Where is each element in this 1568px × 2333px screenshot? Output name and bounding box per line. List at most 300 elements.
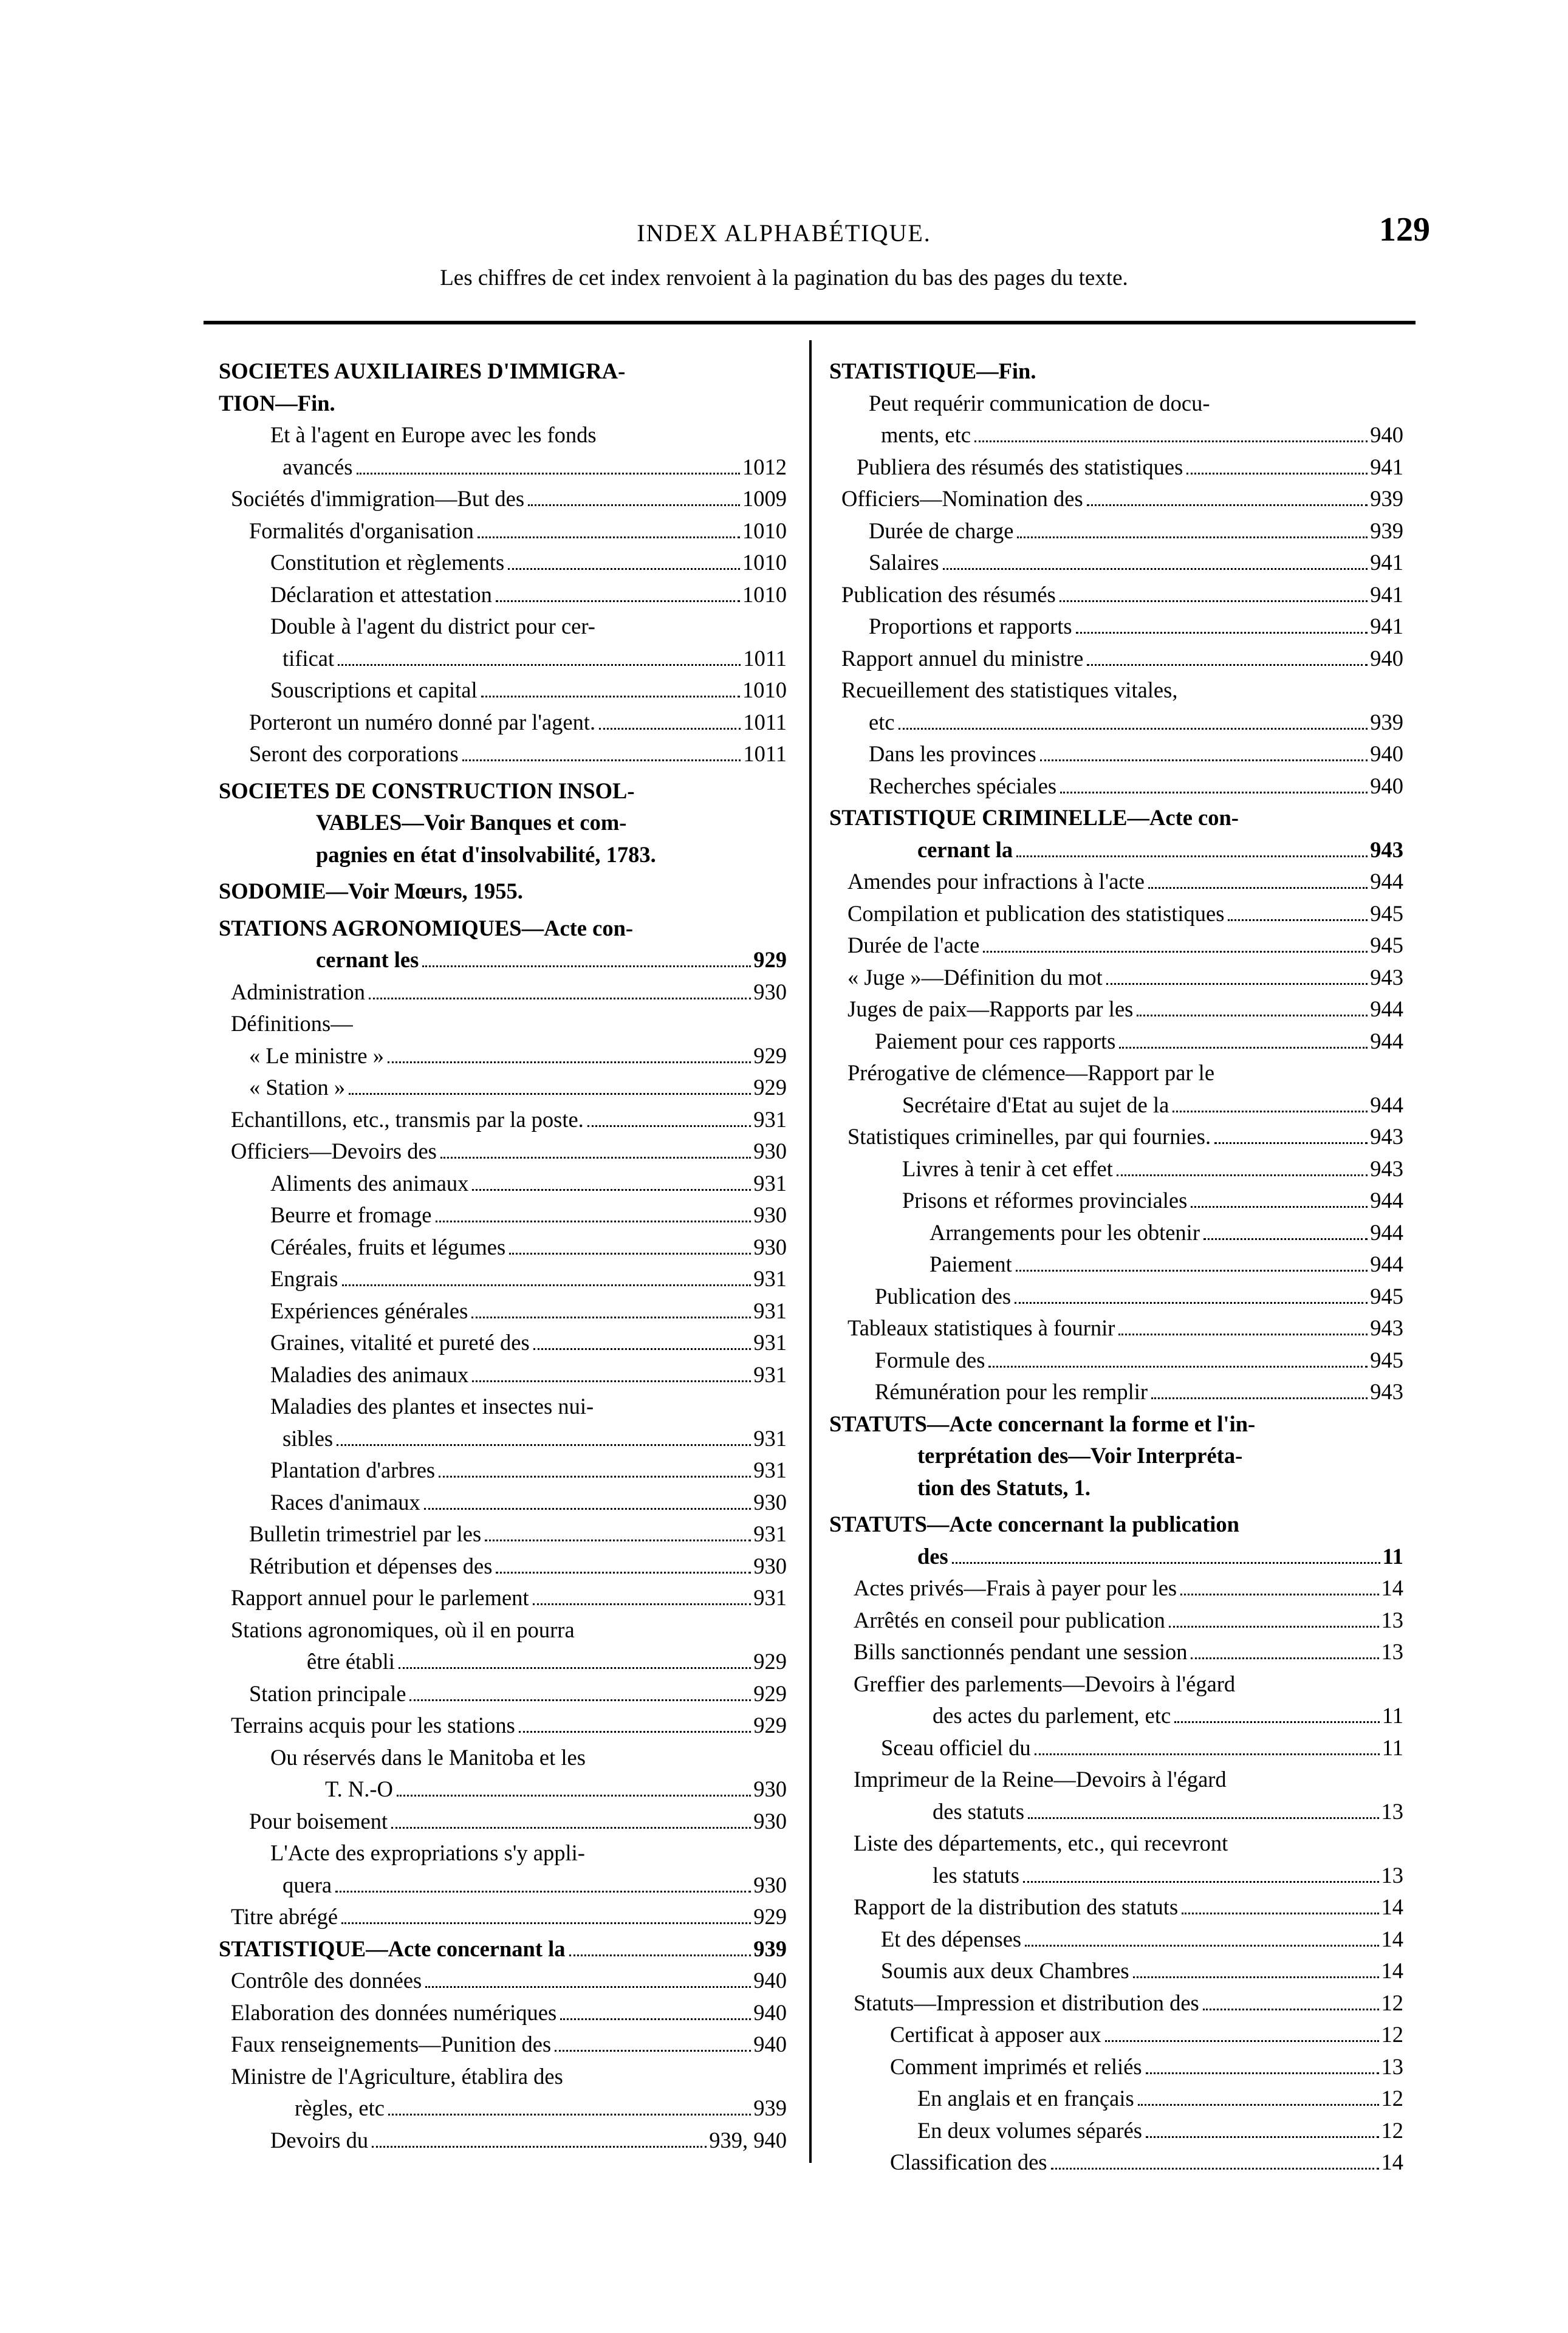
entry-text: Recherches spéciales: [869, 773, 1057, 798]
page-reference: 1010: [742, 518, 787, 543]
index-entry: [219, 1136, 787, 1168]
index-entry: [219, 483, 787, 515]
dot-leader: [338, 664, 741, 666]
index-heading-entry: [219, 1933, 787, 1965]
page-reference: 940: [1370, 645, 1403, 671]
index-entry: [219, 1232, 787, 1264]
entry-spacer: [219, 871, 787, 875]
entry-text: Et à l'agent en Europe avec les fonds: [270, 422, 597, 447]
index-entry: [829, 1057, 1403, 1121]
entry-text: Tableaux statistiques à fournir: [847, 1315, 1115, 1340]
entry-text: règles, etc: [295, 2095, 385, 2120]
entry-text: SODOMIE—Voir Mœurs, 1955.: [219, 879, 523, 903]
page-reference: 13: [1381, 1639, 1403, 1664]
column-divider: [809, 340, 812, 2163]
dot-leader: [1076, 632, 1368, 634]
dot-leader: [436, 1221, 751, 1222]
entry-text: Maladies des animaux: [270, 1362, 469, 1387]
page-reference: 931: [753, 1425, 787, 1451]
entry-text: Echantillons, etc., transmis par la poste.: [231, 1106, 584, 1132]
entry-text: Faux renseignements—Punition des: [231, 2032, 552, 2057]
entry-text: En anglais et en français: [917, 2086, 1134, 2111]
index-heading-entry: [829, 802, 1403, 866]
dot-leader: [1016, 1270, 1368, 1272]
page-reference: 944: [1370, 1092, 1403, 1117]
dot-leader: [519, 1731, 751, 1733]
index-heading-entry: [219, 775, 787, 871]
entry-spacer: [829, 1504, 1403, 1509]
page-reference: 940: [753, 2032, 787, 2057]
index-entry: [219, 1582, 787, 1614]
page-reference: 929: [753, 947, 787, 972]
index-entry: [219, 1454, 787, 1487]
index-entry: [219, 1359, 787, 1391]
dot-leader: [599, 728, 741, 730]
page-reference: 939: [753, 1936, 787, 1961]
entry-text: Statistiques criminelles, par qui fournies.: [847, 1124, 1211, 1149]
entry-text: etc: [869, 709, 895, 735]
index-entry: [219, 1487, 787, 1519]
dot-leader: [1016, 855, 1368, 857]
entry-text: Constitution et règlements: [270, 550, 505, 575]
index-entry: [219, 1199, 787, 1232]
page-reference: 944: [1370, 1252, 1403, 1276]
index-entry: [829, 1668, 1403, 1732]
entry-text: avancés: [282, 454, 353, 479]
index-entry: [829, 547, 1403, 579]
page-reference: 939: [753, 2095, 787, 2120]
index-entry: [829, 579, 1403, 611]
entry-text: Formule des: [875, 1347, 985, 1372]
index-heading-entry: [829, 355, 1403, 388]
entry-text: Souscriptions et capital: [270, 677, 478, 702]
page-reference: 14: [1381, 1575, 1403, 1600]
entry-text: tion des Statuts, 1.: [917, 1475, 1090, 1500]
dot-leader: [528, 504, 740, 506]
page-reference: 12: [1381, 2117, 1403, 2143]
entry-text: Recueillement des statistiques vitales,: [841, 677, 1178, 702]
dot-leader: [1137, 1015, 1368, 1016]
page-reference: 931: [753, 1458, 787, 1482]
index-entry: [219, 1104, 787, 1136]
dot-leader: [1087, 504, 1368, 506]
index-entry: [829, 770, 1403, 803]
page-reference: 939: [1370, 709, 1403, 735]
entry-text: Livres à tenir à cet effet: [902, 1156, 1113, 1181]
index-entry: [219, 1295, 787, 1328]
entry-text: Beurre et fromage: [270, 1202, 432, 1227]
entry-text: STATUTS—Acte concernant la publication: [829, 1512, 1239, 1536]
entry-text: L'Acte des expropriations s'y appli-: [270, 1840, 585, 1865]
index-entry: [829, 1312, 1403, 1345]
dot-leader: [1133, 1976, 1379, 1978]
entry-text: Secrétaire d'Etat au sujet de la: [902, 1092, 1169, 1117]
dot-leader: [1017, 536, 1368, 538]
index-entry: [829, 993, 1403, 1026]
dot-leader: [1060, 600, 1368, 602]
page-reference: 941: [1370, 454, 1403, 479]
page-reference: 1010: [742, 677, 787, 702]
entry-text: Administration: [231, 979, 366, 1004]
index-entry: [829, 515, 1403, 547]
index-entry: [219, 738, 787, 770]
index-entry: [829, 1026, 1403, 1058]
page-reference: 941: [1370, 550, 1403, 575]
dot-leader: [508, 568, 740, 570]
dot-leader: [1015, 1302, 1368, 1304]
index-entry: [219, 707, 787, 739]
dot-leader: [1146, 2072, 1379, 2074]
index-heading-entry: [219, 355, 787, 419]
entry-text: Porteront un numéro donné par l'agent.: [249, 709, 596, 735]
page-reference: 940: [1370, 422, 1403, 447]
page-reference: 929: [753, 1649, 787, 1674]
dot-leader: [1023, 1881, 1379, 1883]
page-reference: 11: [1381, 1703, 1403, 1728]
entry-text: Certificat à apposer aux: [890, 2022, 1101, 2047]
page-reference: 11: [1382, 1543, 1403, 1569]
page-reference: 943: [1370, 1124, 1403, 1149]
entry-text: Arrangements pour les obtenir: [930, 1219, 1200, 1245]
index-entry: [829, 2019, 1403, 2051]
dot-leader: [409, 1699, 751, 1701]
entry-text: Dans les provinces: [869, 741, 1036, 766]
index-heading-entry: [829, 1408, 1403, 1504]
entry-text: En deux volumes séparés: [917, 2117, 1142, 2143]
entry-text: Et des dépenses: [881, 1926, 1022, 1951]
entry-text: pagnies en état d'insolvabilité, 1783.: [316, 841, 656, 867]
page-reference: 939, 940: [709, 2127, 787, 2153]
dot-leader: [899, 728, 1368, 730]
entry-text: Expériences générales: [270, 1298, 468, 1323]
entry-text: Statuts—Impression et distribution des: [854, 1990, 1199, 2015]
page-reference: 931: [753, 1266, 787, 1291]
index-entry: [219, 1997, 787, 2029]
dot-leader: [1051, 2168, 1379, 2170]
page-reference: 931: [753, 1298, 787, 1323]
entry-text: terprétation des—Voir Interpréta-: [917, 1443, 1243, 1468]
dot-leader: [555, 2050, 751, 2052]
dot-leader: [1138, 2104, 1379, 2106]
entry-text: Paiement: [930, 1252, 1012, 1276]
dot-leader: [509, 1253, 751, 1255]
dot-leader: [1203, 2009, 1379, 2010]
dot-leader: [1025, 1945, 1378, 1947]
page-reference: 12: [1381, 2086, 1403, 2111]
entry-text: Sociétés d'immigration—But des: [231, 486, 525, 511]
entry-text: Juges de paix—Rapports par les: [847, 996, 1134, 1021]
entry-text: Devoirs du: [270, 2127, 369, 2153]
index-entry: [219, 1901, 787, 1933]
dot-leader: [335, 1891, 751, 1893]
page-reference: 939: [1370, 486, 1403, 511]
dot-leader: [472, 1189, 751, 1191]
index-entry: [219, 419, 787, 483]
index-entry: [829, 1605, 1403, 1637]
entry-text: Imprimeur de la Reine—Devoirs à l'égard: [854, 1767, 1227, 1792]
page-reference: 12: [1381, 1990, 1403, 2015]
header-rule: [204, 321, 1416, 324]
index-entry: [829, 1955, 1403, 1987]
page-reference: 930: [753, 1202, 787, 1227]
dot-leader: [952, 1562, 1380, 1564]
page-reference: 943: [1370, 1315, 1403, 1340]
index-entry: [829, 1636, 1403, 1668]
index-entry: [829, 1185, 1403, 1217]
index-entry: [829, 898, 1403, 930]
entry-text: Prérogative de clémence—Rapport par le: [847, 1060, 1215, 1085]
index-entry: [829, 1153, 1403, 1185]
dot-leader: [462, 759, 741, 761]
index-entry: [219, 1072, 787, 1104]
dot-leader: [569, 1954, 751, 1956]
entry-text: Pour boisement: [249, 1808, 388, 1834]
entry-text: Durée de charge: [869, 518, 1014, 543]
dot-leader: [481, 696, 740, 697]
entry-text: Durée de l'acte: [847, 933, 980, 958]
index-entry: [219, 1391, 787, 1454]
dot-leader: [1028, 1817, 1378, 1819]
entry-text: Comment imprimés et reliés: [890, 2054, 1142, 2079]
page-reference: 1011: [743, 741, 787, 766]
page-reference: 1010: [742, 550, 787, 575]
dot-leader: [560, 2018, 751, 2020]
entry-text: tificat: [282, 645, 335, 671]
index-entry: [219, 976, 787, 1009]
dot-leader: [983, 951, 1368, 953]
entry-text: Ou réservés dans le Manitoba et les: [270, 1744, 586, 1770]
dot-leader: [1146, 2136, 1379, 2138]
dot-leader: [388, 1061, 751, 1063]
dot-leader: [440, 1157, 751, 1159]
entry-text: quera: [282, 1872, 332, 1897]
entry-text: cernant la: [917, 837, 1013, 862]
entry-text: Officiers—Devoirs des: [231, 1139, 437, 1163]
dot-leader: [587, 1125, 751, 1127]
entry-text: Contrôle des données: [231, 1968, 422, 1993]
entry-text: Soumis aux deux Chambres: [881, 1958, 1129, 1983]
dot-leader: [1173, 1111, 1368, 1112]
page-reference: 929: [753, 1043, 787, 1068]
page-reference: 929: [753, 1075, 787, 1100]
entry-text: des: [917, 1543, 948, 1569]
page-reference: 944: [1370, 1219, 1403, 1245]
index-entry: [219, 1678, 787, 1710]
index-entry: [219, 1837, 787, 1901]
dot-leader: [1180, 1594, 1378, 1595]
entry-text: Salaires: [869, 550, 939, 575]
dot-leader: [1214, 1142, 1368, 1144]
index-entry: [829, 674, 1403, 738]
entry-text: Publication des: [875, 1283, 1012, 1309]
page-reference: 944: [1370, 996, 1403, 1021]
index-entry: [219, 515, 787, 547]
entry-text: Céréales, fruits et légumes: [270, 1234, 506, 1259]
index-entry: [829, 962, 1403, 994]
entry-text: cernant les: [316, 947, 419, 972]
page-reference: 1010: [742, 581, 787, 607]
page-reference: 930: [753, 1234, 787, 1259]
dot-leader: [369, 998, 751, 999]
page-reference: 13: [1381, 2054, 1403, 2079]
index-entry: [829, 1764, 1403, 1828]
page-reference: 945: [1370, 933, 1403, 958]
dot-leader: [1169, 1626, 1379, 1628]
entry-text: STATISTIQUE—Acte concernant la: [219, 1936, 566, 1961]
page-reference: 14: [1381, 1894, 1403, 1919]
index-entry: [219, 611, 787, 674]
entry-text: TION—Fin.: [219, 390, 335, 416]
entry-text: Compilation et publication des statistiques: [847, 900, 1225, 926]
index-entry: [829, 1987, 1403, 2020]
dot-leader: [1060, 792, 1368, 793]
entry-text: Rapport de la distribution des statuts: [854, 1894, 1179, 1919]
index-heading-entry: [219, 875, 787, 908]
index-heading-entry: [219, 913, 787, 976]
page-reference: 929: [753, 1904, 787, 1929]
entry-text: Arrêtés en conseil pour publication: [854, 1607, 1165, 1632]
index-entry: [829, 388, 1403, 451]
page-reference: 13: [1381, 1862, 1403, 1888]
dot-leader: [1087, 664, 1368, 666]
page-reference: 943: [1370, 964, 1403, 990]
page-reference: 1011: [743, 645, 787, 671]
index-entry: [829, 1572, 1403, 1605]
index-entry: [219, 1008, 787, 1040]
page-reference: 931: [753, 1585, 787, 1610]
entry-text: Stations agronomiques, où il en pourra: [231, 1617, 575, 1642]
index-entry: [219, 1168, 787, 1200]
dot-leader: [1040, 759, 1368, 761]
dot-leader: [974, 440, 1368, 442]
entry-text: « Juge »—Définition du mot: [847, 964, 1103, 990]
dot-leader: [357, 473, 740, 474]
index-entry: [219, 1550, 787, 1583]
page-reference: 930: [753, 1139, 787, 1163]
entry-text: Publiera des résumés des statistiques: [857, 454, 1183, 479]
index-entry: [829, 2051, 1403, 2083]
dot-leader: [397, 1795, 751, 1797]
entry-text: Races d'animaux: [270, 1489, 420, 1515]
page-reference: 940: [1370, 773, 1403, 798]
dot-leader: [1118, 1334, 1368, 1335]
entry-text: Titre abrégé: [231, 1904, 338, 1929]
page-reference: 943: [1370, 837, 1403, 862]
page-reference: 931: [753, 1106, 787, 1132]
entry-text: des actes du parlement, etc: [933, 1703, 1171, 1728]
index-entry: [829, 1345, 1403, 1377]
page-reference: 944: [1370, 1028, 1403, 1053]
index-entry: [219, 1518, 787, 1550]
entry-text: Prisons et réformes provinciales: [902, 1188, 1188, 1213]
page-reference: 929: [753, 1680, 787, 1706]
page-reference: 1012: [742, 454, 787, 479]
index-entry: [219, 1263, 787, 1295]
dot-leader: [391, 1827, 751, 1829]
page-reference: 943: [1370, 1156, 1403, 1181]
entry-text: Engrais: [270, 1266, 338, 1291]
dot-leader: [496, 1572, 751, 1574]
entry-text: Greffier des parlements—Devoirs à l'égard: [854, 1671, 1236, 1696]
dot-leader: [1117, 1174, 1368, 1176]
index-entry: [829, 738, 1403, 770]
dot-leader: [1035, 1753, 1380, 1755]
entry-text: STATISTIQUE—Fin.: [829, 358, 1036, 383]
page-reference: 931: [753, 1521, 787, 1546]
page-reference: 14: [1381, 1926, 1403, 1951]
dot-leader: [1105, 2040, 1379, 2042]
entry-text: Actes privés—Frais à payer pour les: [854, 1575, 1177, 1600]
index-entry: [829, 1732, 1403, 1764]
page-reference: 944: [1370, 869, 1403, 894]
index-entry: [219, 1710, 787, 1742]
index-entry: [829, 483, 1403, 515]
page-reference: 931: [753, 1170, 787, 1196]
entry-text: SOCIETES DE CONSTRUCTION INSOL-: [219, 778, 635, 803]
dot-leader: [399, 1667, 751, 1669]
page-reference: 941: [1370, 581, 1403, 607]
entry-text: Proportions et rapports: [869, 614, 1072, 639]
dot-leader: [372, 2146, 707, 2148]
dot-leader: [1119, 1047, 1368, 1049]
entry-text: Bulletin trimestriel par les: [249, 1521, 482, 1546]
dot-leader: [478, 536, 740, 538]
page-reference: 1011: [743, 709, 787, 735]
index-entry: [829, 611, 1403, 643]
dot-leader: [943, 568, 1368, 570]
dot-leader: [1174, 1721, 1380, 1723]
entry-text: Peut requérir communication de docu-: [869, 390, 1210, 416]
entry-text: Ministre de l'Agriculture, établira des: [231, 2063, 563, 2089]
dot-leader: [472, 1380, 751, 1382]
page-reference: 930: [753, 1776, 787, 1801]
entry-text: Rapport annuel du ministre: [841, 645, 1084, 671]
entry-spacer: [219, 770, 787, 775]
page-number: 129: [1379, 211, 1430, 248]
page-reference: 14: [1381, 1958, 1403, 1983]
index-entry: [219, 1806, 787, 1838]
index-entry: [829, 1121, 1403, 1153]
page-reference: 940: [753, 1968, 787, 1993]
dot-leader: [1106, 983, 1368, 985]
page-reference: 930: [753, 1489, 787, 1515]
entry-text: « Le ministre »: [249, 1043, 384, 1068]
dot-leader: [533, 1603, 751, 1605]
index-entry: [829, 2083, 1403, 2115]
entry-text: STATISTIQUE CRIMINELLE—Acte con-: [829, 805, 1239, 830]
index-entry: [219, 2061, 787, 2125]
page-reference: 944: [1370, 1188, 1403, 1213]
entry-text: Publication des résumés: [841, 581, 1056, 607]
entry-text: Liste des départements, etc., qui recevront: [854, 1831, 1228, 1855]
page-reference: 931: [753, 1330, 787, 1355]
index-entry: [219, 674, 787, 707]
entry-text: Plantation d'arbres: [270, 1458, 436, 1482]
page-reference: 943: [1370, 1379, 1403, 1404]
entry-text: STATUTS—Acte concernant la forme et l'in-: [829, 1411, 1256, 1436]
dot-leader: [342, 1284, 751, 1286]
index-entry: [219, 579, 787, 611]
dot-leader: [533, 1348, 751, 1350]
entry-text: Amendes pour infractions à l'acte: [847, 869, 1145, 894]
page-reference: 13: [1381, 1798, 1403, 1824]
index-entry: [829, 2115, 1403, 2147]
index-entry: [219, 547, 787, 579]
entry-text: Officiers—Nomination des: [841, 486, 1083, 511]
entry-text: Rapport annuel pour le parlement: [231, 1585, 529, 1610]
index-entry: [219, 1965, 787, 1997]
entry-text: Rémunération pour les remplir: [875, 1379, 1148, 1404]
